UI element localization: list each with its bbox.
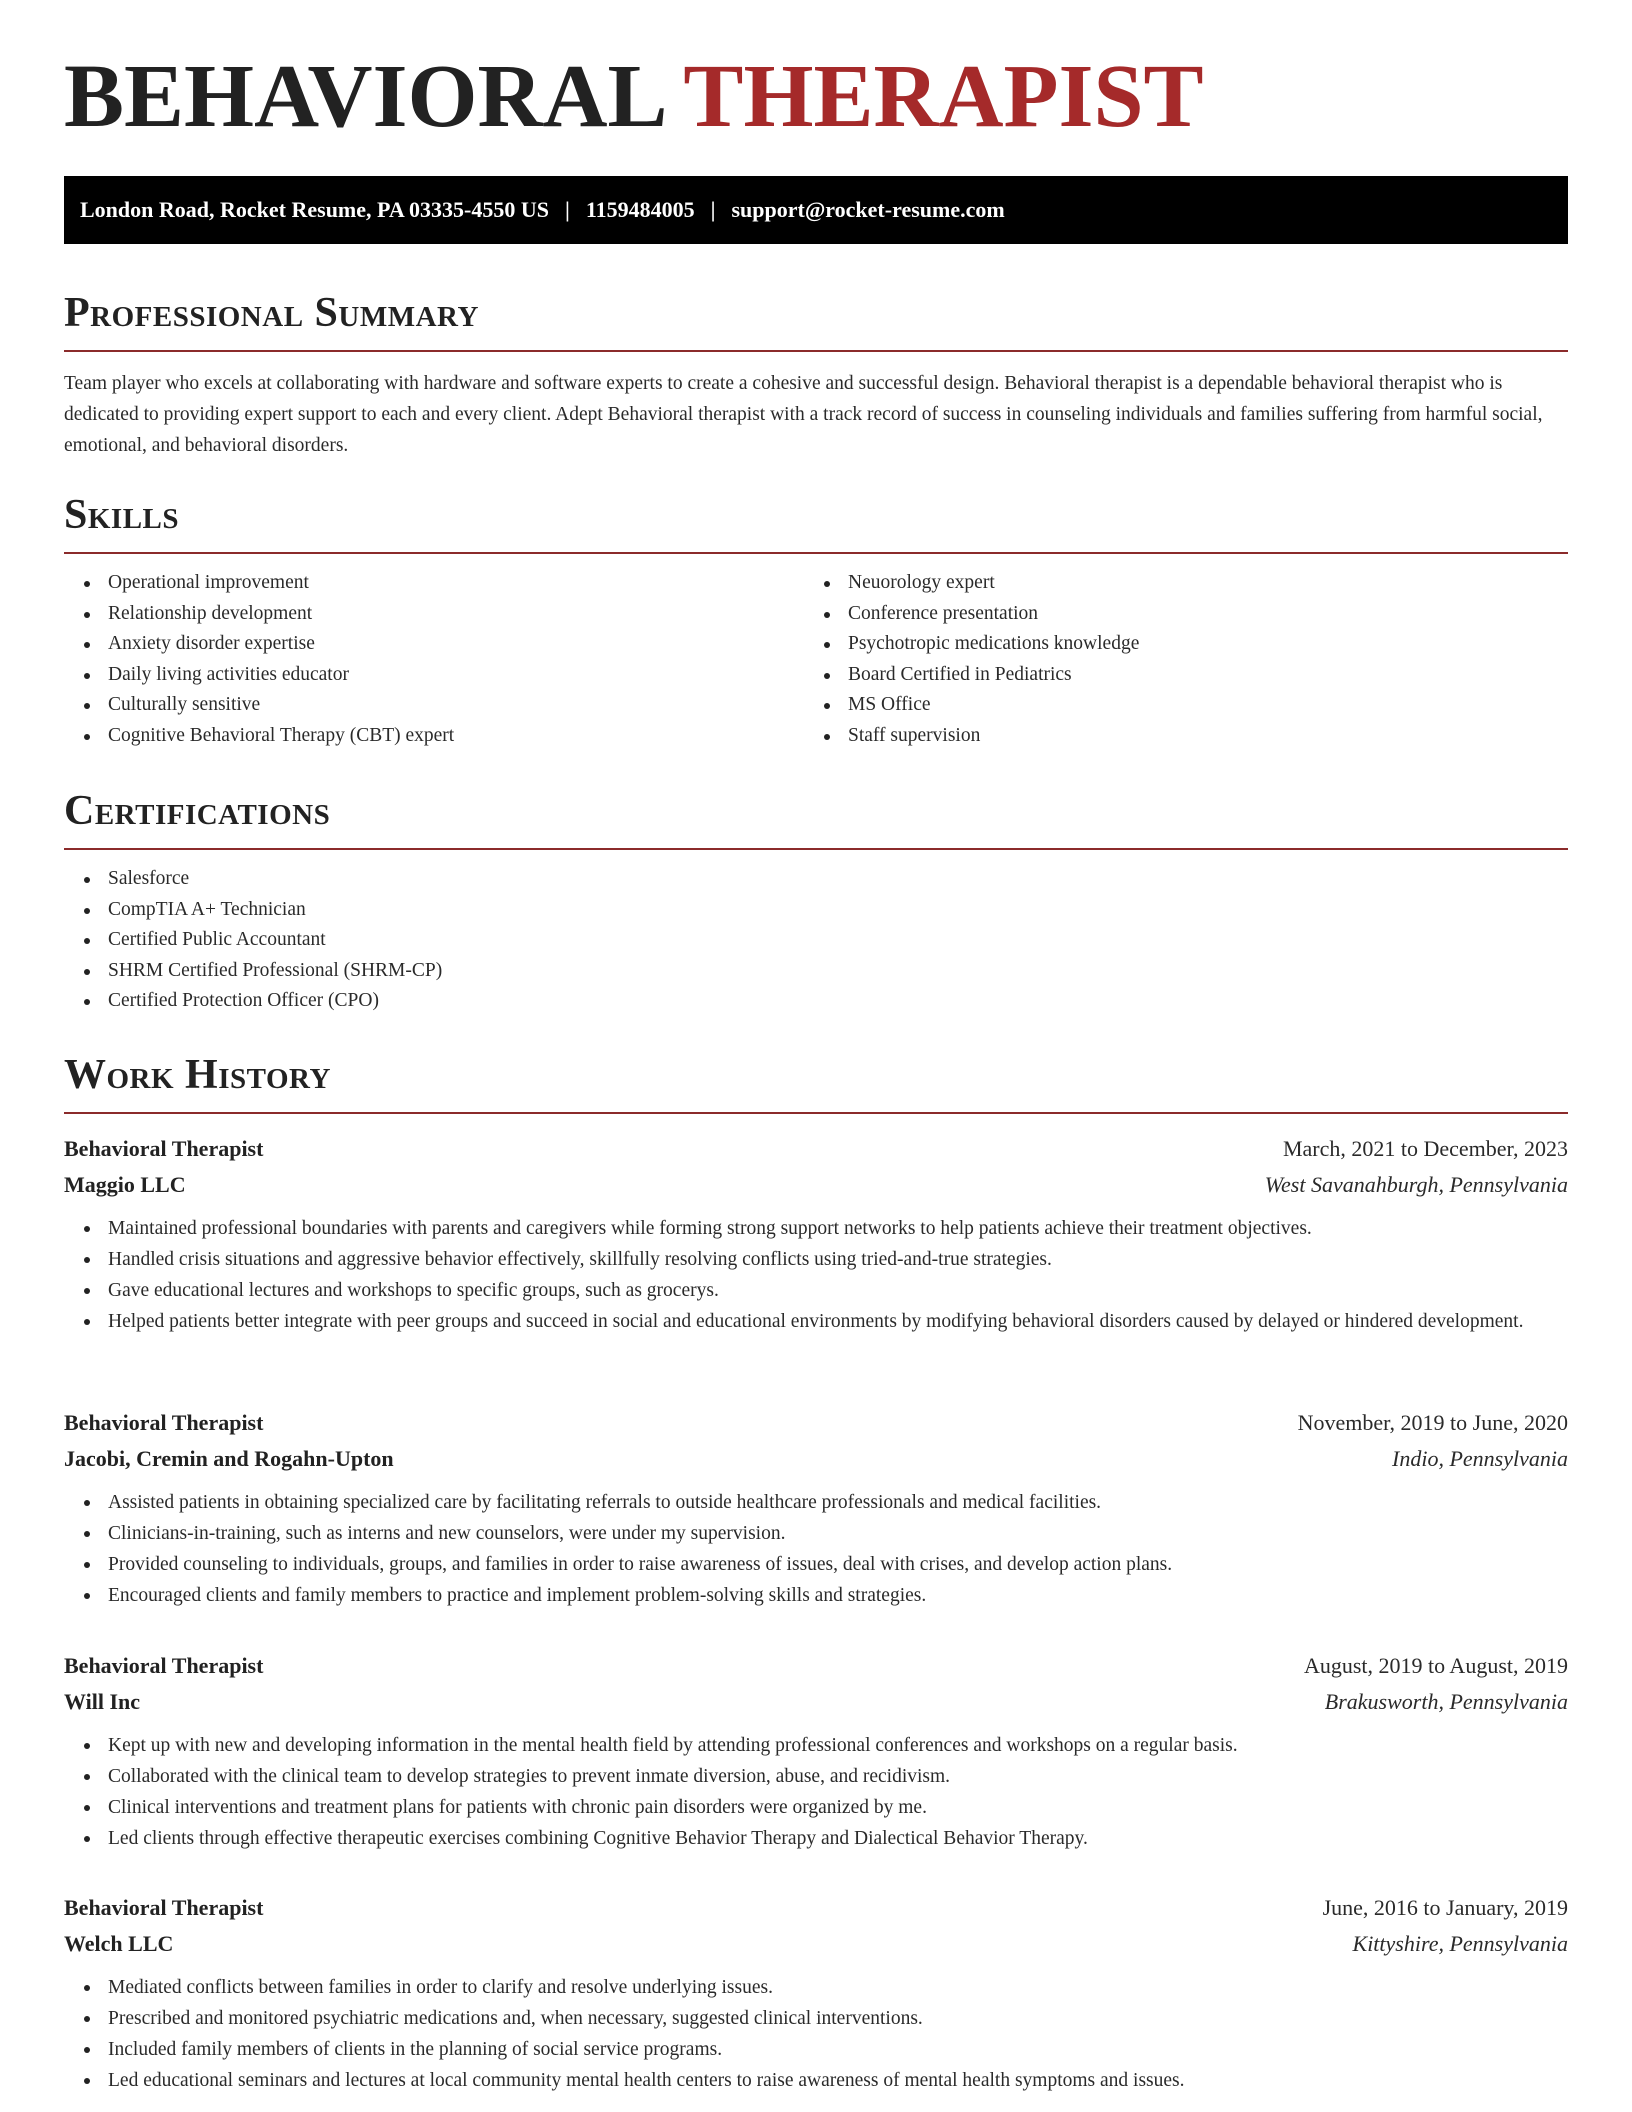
skill-item: Cognitive Behavioral Therapy (CBT) expert <box>64 721 804 752</box>
job-company: Jacobi, Cremin and Rogahn-Upton <box>64 1446 394 1471</box>
skill-item: Relationship development <box>64 599 804 630</box>
job-company: Maggio LLC <box>64 1172 186 1197</box>
certifications-list <box>64 864 1568 1017</box>
job-bullet: Gave educational lectures and workshops to specific groups, such as grocerys. <box>64 1275 1568 1306</box>
job-bullet: Kept up with new and developing information in the mental health field by attending professional conferences and workshops on a regular basis. <box>64 1730 1568 1761</box>
job-bullet: Clinicians-in-training, such as interns and new counselors, were under my supervision. <box>64 1518 1568 1549</box>
job-bullet: Prescribed and monitored psychiatric medications and, when necessary, suggested clinical interventions. <box>64 2003 1568 2034</box>
job-bullet: Led clients through effective therapeutic exercises combining Cognitive Behavior Therapy and Dialectical Behavior Therapy. <box>64 1823 1568 1854</box>
skill-item: Daily living activities educator <box>64 660 804 691</box>
job-title-row <box>64 1131 1568 1167</box>
skill-item: Psychotropic medications knowledge <box>804 629 1544 660</box>
skill-item: Staff supervision <box>804 721 1544 752</box>
skills-columns <box>64 568 1568 751</box>
job-bullets <box>64 1213 1568 1337</box>
job-entry <box>64 1648 1568 1854</box>
work-history-section <box>64 1054 1568 1114</box>
contact-bar <box>64 176 1568 244</box>
contact-address: London Road, Rocket Resume, PA 03335-4550 US <box>80 197 549 222</box>
contact-separator: | <box>710 197 716 222</box>
job-company: Welch LLC <box>64 1931 174 1956</box>
work-history-heading: Work History <box>64 1054 1568 1114</box>
job-location: Indio, Pennsylvania <box>1392 1446 1568 1471</box>
job-title: Behavioral Therapist <box>64 1895 264 1920</box>
job-bullet: Encouraged clients and family members to practice and implement problem-solving skills and strategies. <box>64 1580 1568 1611</box>
job-bullets <box>64 1487 1568 1611</box>
certification-item: Certified Public Accountant <box>64 925 1568 956</box>
job-bullet: Clinical interventions and treatment plans for patients with chronic pain disorders were organized by me. <box>64 1792 1568 1823</box>
job-title-row <box>64 1648 1568 1684</box>
contact-phone: 1159484005 <box>585 197 695 222</box>
title-second-word: THERAPIST <box>683 47 1204 146</box>
job-company-row <box>64 1441 1568 1477</box>
job-bullet: Helped patients better integrate with peer groups and succeed in social and educational environments by modifying behavioral disorders caused by delayed or hindered development. <box>64 1306 1568 1337</box>
summary-text: Team player who excels at collaborating with hardware and software experts to create a cohesive and successful design. Behavioral therapist is a dependable behavioral therapist who is dedicated to providing expert support to each and every client. Adept Behavioral therapist with a track record of success in counseling individuals and families suffering from harmful social, emotional, and behavioral disorders. <box>64 373 1543 456</box>
job-dates: November, 2019 to June, 2020 <box>1297 1410 1568 1435</box>
job-bullet: Included family members of clients in the planning of social service programs. <box>64 2034 1568 2065</box>
skills-list-right <box>804 568 1544 751</box>
job-entry <box>64 1131 1568 1337</box>
job-company: Will Inc <box>64 1689 141 1714</box>
skills-section <box>64 494 1568 751</box>
job-entry <box>64 1890 1568 2096</box>
job-dates: March, 2021 to December, 2023 <box>1282 1136 1568 1161</box>
job-bullets <box>64 1972 1568 2096</box>
certifications-heading: Certifications <box>64 790 1568 850</box>
job-location: West Savanahburgh, Pennsylvania <box>1264 1172 1568 1197</box>
job-bullet: Handled crisis situations and aggressive behavior effectively, skillfully resolving conflicts using tried-and-true strategies. <box>64 1244 1568 1275</box>
job-bullet: Led educational seminars and lectures at local community mental health centers to raise awareness of mental health symptoms and issues. <box>64 2065 1568 2096</box>
job-title: Behavioral Therapist <box>64 1653 264 1678</box>
job-company-row <box>64 1167 1568 1203</box>
job-company-row <box>64 1926 1568 1962</box>
job-bullets <box>64 1730 1568 1854</box>
skill-item: Anxiety disorder expertise <box>64 629 804 660</box>
skill-item: MS Office <box>804 690 1544 721</box>
skills-list-left <box>64 568 804 751</box>
job-title: Behavioral Therapist <box>64 1136 264 1161</box>
title-first-word: BEHAVIORAL <box>64 47 663 146</box>
skill-item: Operational improvement <box>64 568 804 599</box>
resume-title <box>64 47 1204 146</box>
job-location: Brakusworth, Pennsylvania <box>1324 1689 1568 1714</box>
job-dates: August, 2019 to August, 2019 <box>1303 1653 1568 1678</box>
job-bullet: Collaborated with the clinical team to develop strategies to prevent inmate diversion, abuse, and recidivism. <box>64 1761 1568 1792</box>
certification-item: SHRM Certified Professional (SHRM-CP) <box>64 956 1568 987</box>
certification-item: Salesforce <box>64 864 1568 895</box>
certification-item: Certified Protection Officer (CPO) <box>64 986 1568 1017</box>
summary-heading: Professional Summary <box>64 292 1568 352</box>
job-title: Behavioral Therapist <box>64 1410 264 1435</box>
contact-separator: | <box>564 197 570 222</box>
job-title-row <box>64 1405 1568 1441</box>
job-entry <box>64 1405 1568 1611</box>
skill-item: Neuorology expert <box>804 568 1544 599</box>
summary-section <box>64 292 1568 461</box>
job-title-row <box>64 1890 1568 1926</box>
skill-item: Conference presentation <box>804 599 1544 630</box>
certifications-section <box>64 790 1568 1017</box>
job-dates: June, 2016 to January, 2019 <box>1322 1895 1568 1920</box>
job-location: Kittyshire, Pennsylvania <box>1352 1931 1568 1956</box>
skill-item: Culturally sensitive <box>64 690 804 721</box>
job-bullet: Assisted patients in obtaining specialized care by facilitating referrals to outside healthcare professionals and medical facilities. <box>64 1487 1568 1518</box>
skills-heading: Skills <box>64 494 1568 554</box>
job-bullet: Mediated conflicts between families in order to clarify and resolve underlying issues. <box>64 1972 1568 2003</box>
job-company-row <box>64 1684 1568 1720</box>
contact-email: support@rocket-resume.com <box>731 197 1005 222</box>
certification-item: CompTIA A+ Technician <box>64 895 1568 926</box>
skill-item: Board Certified in Pediatrics <box>804 660 1544 691</box>
job-bullet: Maintained professional boundaries with parents and caregivers while forming strong support networks to help patients achieve their treatment objectives. <box>64 1213 1568 1244</box>
job-bullet: Provided counseling to individuals, groups, and families in order to raise awareness of issues, deal with crises, and develop action plans. <box>64 1549 1568 1580</box>
